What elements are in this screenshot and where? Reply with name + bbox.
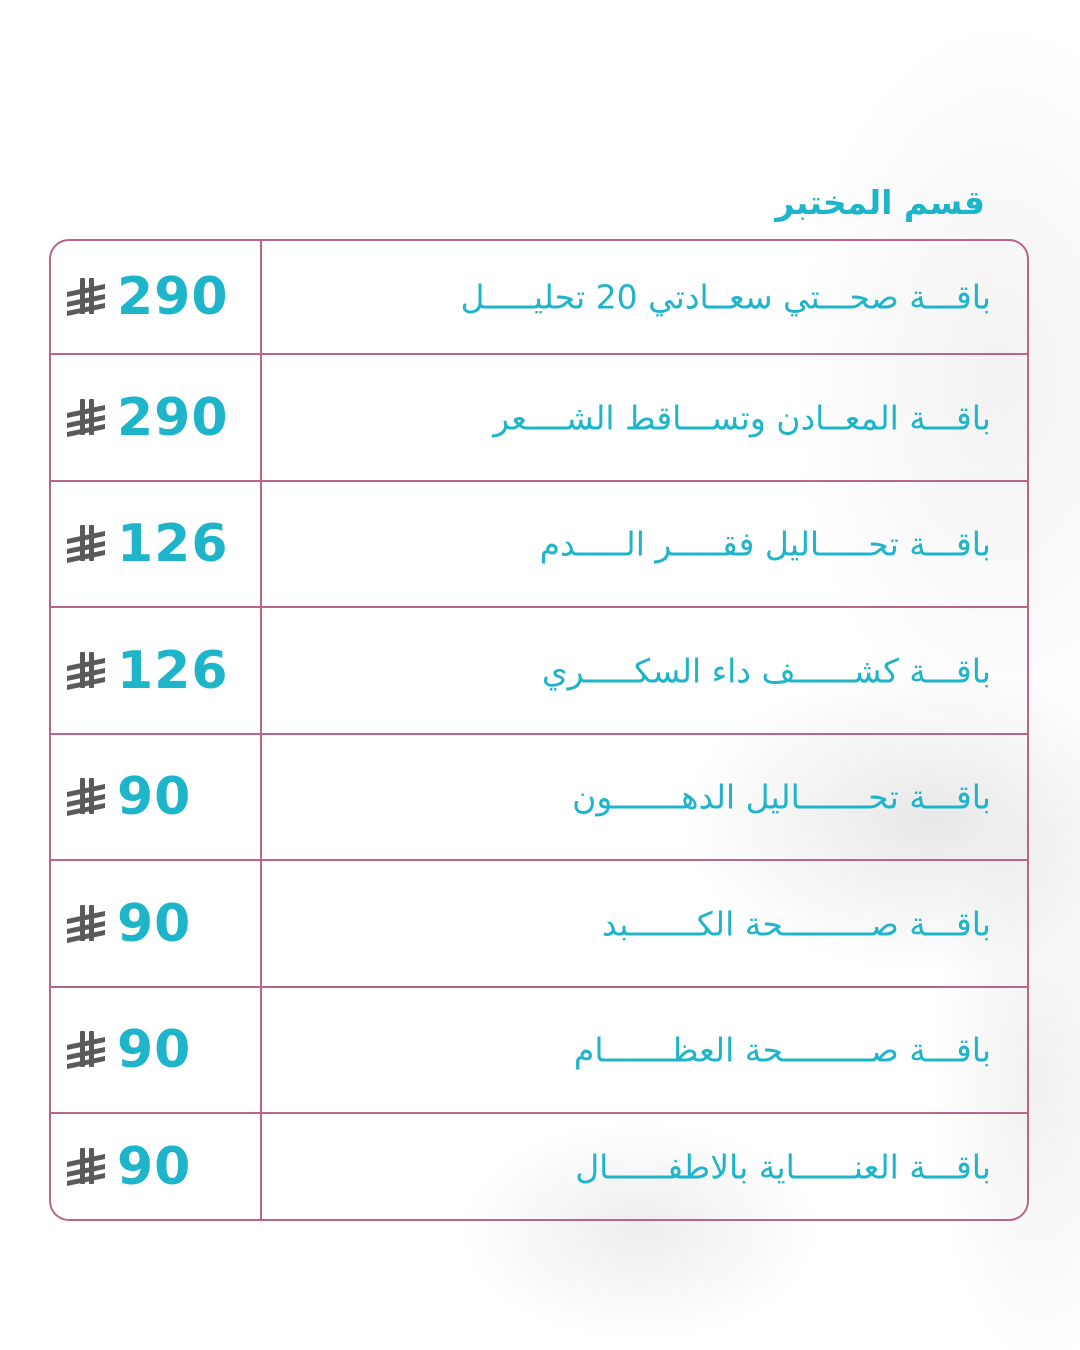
- riyal-icon: [67, 904, 107, 944]
- table-row: [51, 1112, 1027, 1219]
- package-name: باقـــة كشــــــف داء السكـــــري: [541, 651, 991, 690]
- price-cell: [51, 355, 260, 480]
- table-row: [51, 859, 1027, 986]
- package-price: 90: [117, 767, 192, 827]
- package-price: 126: [117, 640, 229, 701]
- package-name: باقـــة صـــــــــحة الكـــــــبد: [601, 904, 991, 943]
- package-price: 290: [117, 387, 229, 448]
- table-row: [51, 241, 1027, 353]
- table-row: [51, 353, 1027, 480]
- package-name: باقـــة تحـــــــاليل الدهـــــــون: [572, 777, 991, 817]
- riyal-icon: [67, 651, 107, 691]
- package-name: باقـــة المعــادن وتســـاقط الشــــعر: [493, 398, 991, 437]
- price-cell: [51, 1114, 260, 1219]
- table-row: [51, 480, 1027, 606]
- package-price: 90: [117, 893, 192, 954]
- riyal-icon: [67, 277, 107, 317]
- page-title: قسم المختبر: [775, 183, 985, 222]
- riyal-icon: [67, 398, 107, 438]
- table-row: [51, 606, 1027, 733]
- riyal-icon: [67, 777, 107, 817]
- riyal-icon: [67, 524, 107, 564]
- package-name: باقـــة صـــــــــحة العظـــــــام: [573, 1030, 991, 1070]
- price-cell: [51, 241, 260, 353]
- package-price: 126: [117, 514, 229, 574]
- price-cell: [51, 861, 260, 986]
- price-cell: [51, 482, 260, 606]
- package-name: باقـــة صحـــتي سعــادتي 20 تحليـــــل: [460, 277, 991, 317]
- riyal-icon: [67, 1147, 107, 1187]
- package-price: 90: [117, 1020, 192, 1080]
- table-row: [51, 986, 1027, 1112]
- package-price: 290: [117, 267, 229, 327]
- package-name: باقـــة تحـــــاليل فقـــــر الـــــدم: [539, 524, 991, 564]
- table-row: [51, 733, 1027, 859]
- package-name: باقـــة العنــــــاية بالاطفــــــال: [575, 1147, 991, 1186]
- price-cell: [51, 735, 260, 859]
- price-cell: [51, 608, 260, 733]
- price-cell: [51, 988, 260, 1112]
- package-price: 90: [117, 1136, 192, 1197]
- riyal-icon: [67, 1030, 107, 1070]
- price-table: [49, 239, 1029, 1221]
